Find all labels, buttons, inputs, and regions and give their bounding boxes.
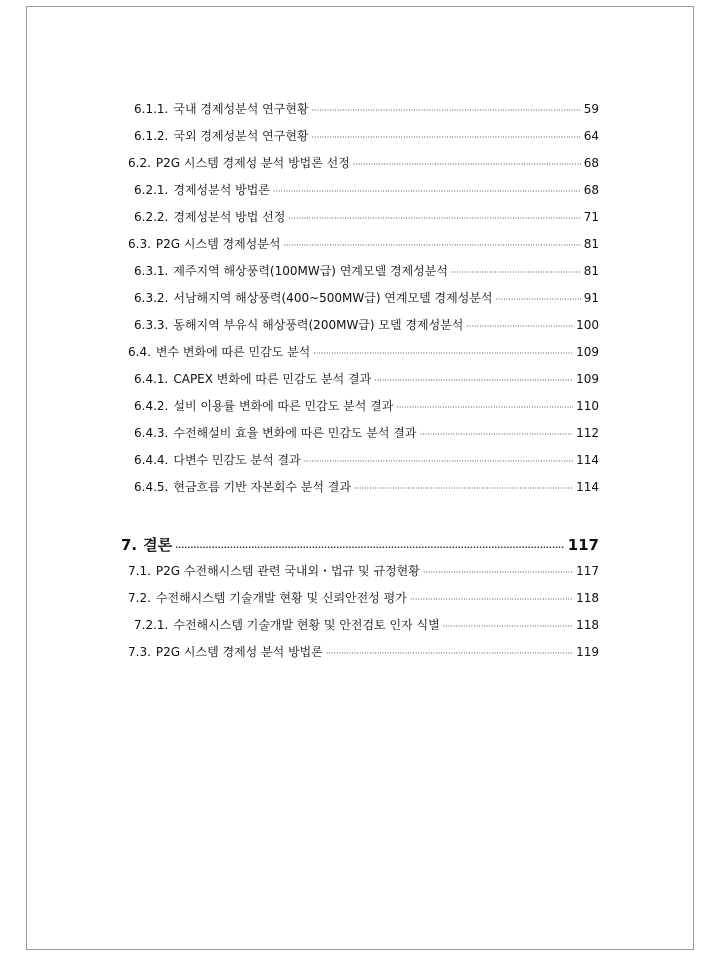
leader-dots (273, 183, 581, 199)
toc-entry (128, 154, 599, 172)
toc-page-number: 59 (583, 102, 599, 116)
toc-title: 제주지역 해상풍력(100MW급) 연계모델 경제성분석 (173, 264, 448, 278)
toc-title: P2G 수전해시스템 관련 국내외・법규 및 규정현황 (155, 564, 420, 578)
toc-title: 국외 경제성분석 연구현황 (173, 129, 309, 143)
toc-entry (134, 616, 599, 634)
toc-number: 6.4.3. (134, 426, 169, 440)
toc-number: 6.3.2. (134, 291, 169, 305)
toc-number: 6.4.4. (134, 453, 169, 467)
leader-dots (304, 453, 573, 469)
toc-page-number: 114 (576, 480, 599, 494)
toc-entry (134, 100, 599, 118)
leader-dots (312, 102, 581, 118)
leader-dots (354, 480, 573, 496)
toc-page-number: 81 (583, 237, 599, 251)
toc-number: 6.3.3. (134, 318, 169, 332)
toc-page-number: 68 (583, 183, 599, 197)
toc-title: 동해지역 부유식 해상풍력(200MW급) 모델 경제성분석 (173, 318, 464, 332)
leader-dots (466, 318, 573, 334)
toc-title: 변수 변화에 따른 민감도 분석 (155, 345, 311, 359)
toc-entry (128, 643, 599, 661)
leader-dots (496, 291, 581, 307)
toc-title: P2G 시스템 경제성 분석 방법론 선정 (155, 156, 350, 170)
toc-entry (134, 397, 599, 415)
leader-dots (283, 237, 580, 253)
toc-page-number: 112 (576, 426, 599, 440)
leader-dots (451, 264, 581, 280)
leader-dots (175, 537, 565, 556)
toc-number: 6.4.2. (134, 399, 169, 413)
toc-number: 6.2.1. (134, 183, 169, 197)
toc-number: 7. (121, 536, 138, 554)
toc-entry (134, 370, 599, 388)
toc-entry (128, 562, 599, 580)
toc-page-number: 119 (576, 645, 599, 659)
leader-dots (313, 345, 573, 361)
toc-page-number: 81 (583, 264, 599, 278)
toc-entry (134, 451, 599, 469)
toc-number: 7.1. (128, 564, 151, 578)
toc-entry (134, 208, 599, 226)
toc-title: 수전해시스템 기술개발 현황 및 신뢰안전성 평가 (155, 591, 407, 605)
toc-title: 경제성분석 방법 선정 (173, 210, 286, 224)
toc-entry (134, 262, 599, 280)
toc-entry (134, 289, 599, 307)
toc-chapter-entry (121, 534, 599, 556)
leader-dots (353, 156, 581, 172)
toc-number: 6.3. (128, 237, 151, 251)
leader-dots (410, 591, 573, 607)
toc-title: 수전해시스템 기술개발 현황 및 안전검토 인자 식별 (173, 618, 440, 632)
toc-entry (128, 343, 599, 361)
toc-number: 7.2. (128, 591, 151, 605)
toc-page-number: 91 (583, 291, 599, 305)
toc-page-number: 117 (576, 564, 599, 578)
toc-title: 결론 (143, 536, 173, 554)
toc-number: 6.2. (128, 156, 151, 170)
toc-entry (128, 235, 599, 253)
toc-page-number: 117 (567, 536, 599, 554)
toc-page-number: 64 (583, 129, 599, 143)
toc-page-number: 109 (576, 372, 599, 386)
toc-page-number: 118 (576, 591, 599, 605)
toc-number: 6.4. (128, 345, 151, 359)
toc-page-number: 71 (583, 210, 599, 224)
toc-entry (134, 316, 599, 334)
leader-dots (312, 129, 581, 145)
toc-number: 6.4.5. (134, 480, 169, 494)
toc-page-number: 114 (576, 453, 599, 467)
toc-title: 현금흐름 기반 자본회수 분석 결과 (173, 480, 351, 494)
toc-page-number: 100 (576, 318, 599, 332)
toc-page-number: 110 (576, 399, 599, 413)
toc-title: 경제성분석 방법론 (173, 183, 270, 197)
toc-entry (134, 478, 599, 496)
toc-number: 6.3.1. (134, 264, 169, 278)
toc-title: P2G 시스템 경제성 분석 방법론 (155, 645, 323, 659)
leader-dots (326, 645, 573, 661)
toc-title: 국내 경제성분석 연구현황 (173, 102, 309, 116)
toc-page-number: 68 (583, 156, 599, 170)
leader-dots (374, 372, 573, 388)
toc-number: 7.3. (128, 645, 151, 659)
toc-title: 수전해설비 효율 변화에 따른 민감도 분석 결과 (173, 426, 417, 440)
toc-page-number: 118 (576, 618, 599, 632)
toc-number: 6.1.2. (134, 129, 169, 143)
toc-title: P2G 시스템 경제성분석 (155, 237, 281, 251)
toc-title: 다변수 민감도 분석 결과 (173, 453, 301, 467)
toc-title: 서남해지역 해상풍력(400~500MW급) 연계모델 경제성분석 (173, 291, 493, 305)
toc-number: 6.1.1. (134, 102, 169, 116)
toc-entry (134, 127, 599, 145)
toc-entry (134, 424, 599, 442)
toc-entry (134, 181, 599, 199)
toc-number: 7.2.1. (134, 618, 169, 632)
toc-title: 설비 이용률 변화에 따른 민감도 분석 결과 (173, 399, 394, 413)
toc-entry (128, 589, 599, 607)
leader-dots (420, 426, 574, 442)
leader-dots (443, 618, 573, 634)
toc-number: 6.4.1. (134, 372, 169, 386)
toc-number: 6.2.2. (134, 210, 169, 224)
leader-dots (396, 399, 573, 415)
leader-dots (423, 564, 573, 580)
toc-page-number: 109 (576, 345, 599, 359)
toc-title: CAPEX 변화에 따른 민감도 분석 결과 (173, 372, 372, 386)
leader-dots (288, 210, 580, 226)
